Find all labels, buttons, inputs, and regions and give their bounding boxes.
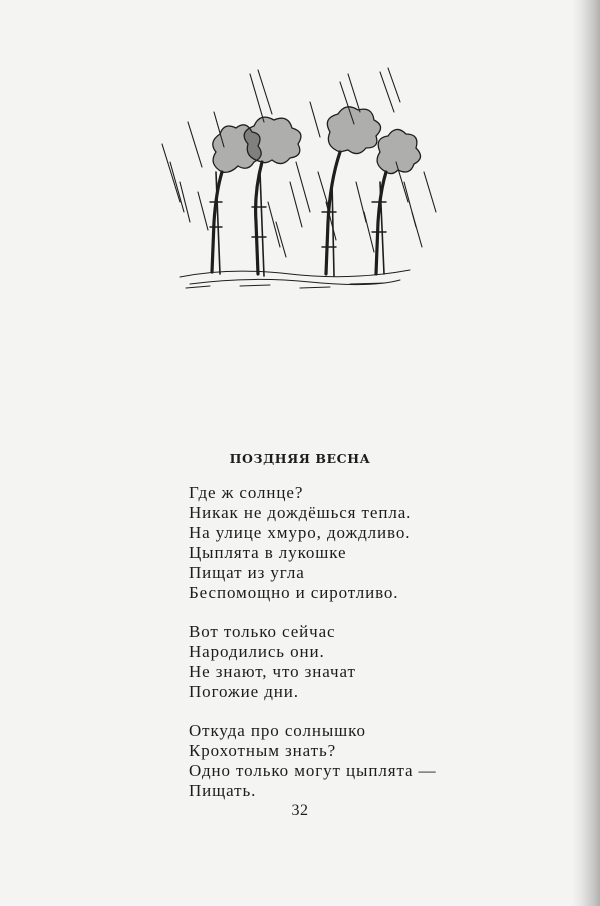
poem-line: Где ж солнце? <box>189 483 304 502</box>
poem-stanza-1 <box>189 483 509 603</box>
poem-stanza-2 <box>189 622 509 702</box>
support-stakes <box>216 172 384 276</box>
poem-line: Вот только сейчас <box>189 622 336 641</box>
poem-line: На улице хмуро, дождливо. <box>189 523 411 542</box>
page-number: 32 <box>291 802 309 819</box>
sapling-foliage <box>213 107 421 174</box>
poem-line: Откуда про солнышко <box>189 721 366 740</box>
poem-line: Пищат из угла <box>189 563 305 582</box>
saplings-in-rain-icon <box>150 62 450 312</box>
poem-line: Никак не дождёшься тепла. <box>189 503 412 522</box>
poem-line: Не знают, что значат <box>189 662 356 681</box>
poem-body <box>189 483 509 820</box>
poem-line: Погожие дни. <box>189 682 299 701</box>
poem-line: Народились они. <box>189 642 325 661</box>
poem-stanza-3 <box>189 721 509 801</box>
poem-line: Крохотным знать? <box>189 741 337 760</box>
poem-line: Беспомощно и сиротливо. <box>189 583 399 602</box>
poem-line: Одно только могут цыплята — <box>189 761 437 780</box>
stake-ties <box>210 202 386 247</box>
poem-line: Пищать. <box>189 781 257 800</box>
sapling-trunks <box>212 152 386 274</box>
poem-title: ПОЗДНЯЯ ВЕСНА <box>229 451 371 466</box>
poem-line: Цыплята в лукошке <box>189 543 347 562</box>
